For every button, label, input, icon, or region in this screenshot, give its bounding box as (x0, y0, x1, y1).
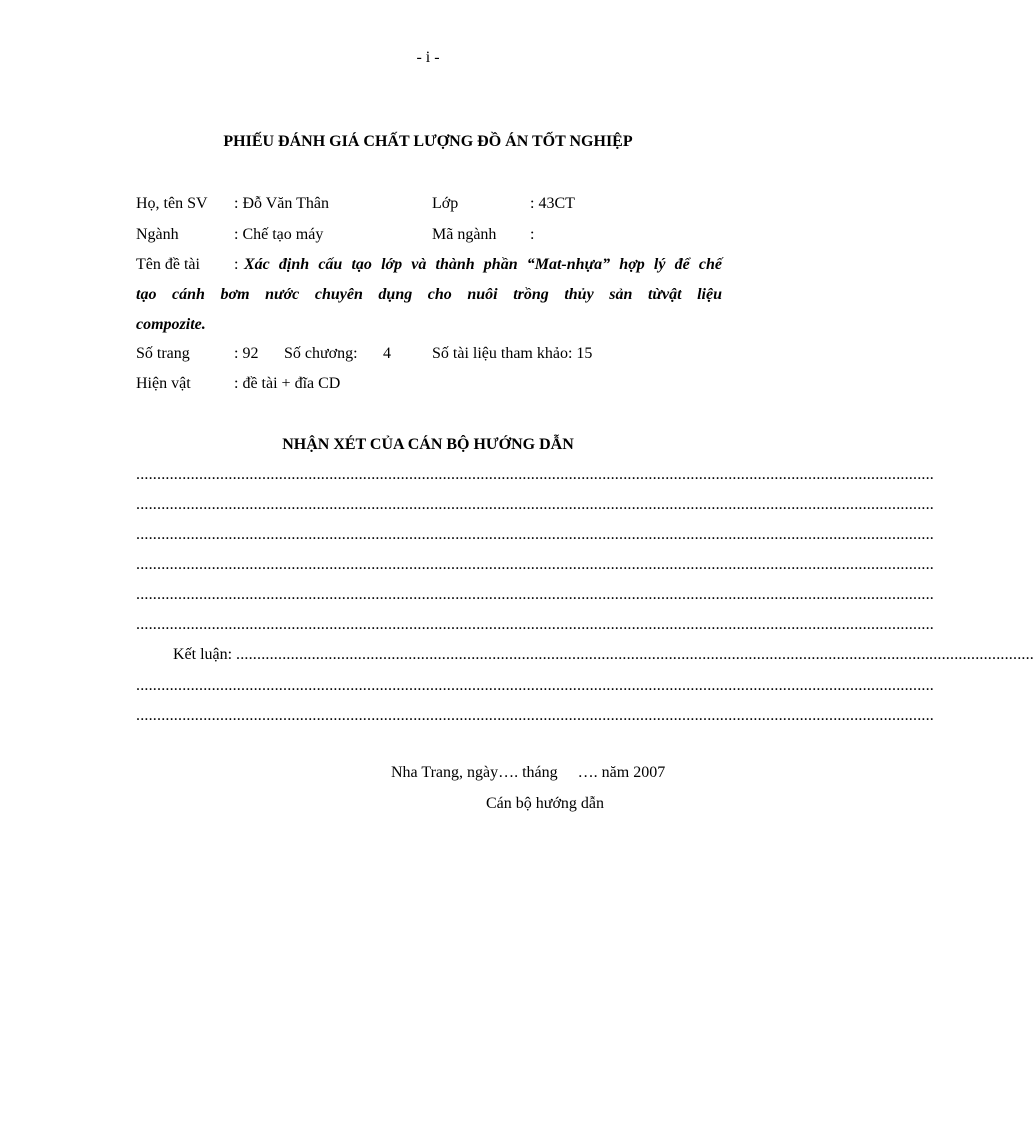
comment-line: .............................................................................................................................................................................................. (136, 466, 934, 483)
student-name-value: : Đỗ Văn Thân (234, 195, 329, 212)
comment-line: .............................................................................................................................................................................................. (136, 586, 934, 603)
class-label: Lớp (432, 195, 459, 212)
place-date: Nha Trang, ngày…. tháng …. năm 2007 (391, 764, 666, 781)
major-code-value: : (530, 226, 535, 243)
artifact-value: : đề tài + đĩa CD (234, 375, 341, 392)
chapters-label: Số chương: (284, 345, 358, 362)
class-value: : 43CT (530, 195, 575, 212)
major-value: : Chế tạo máy (234, 226, 324, 243)
page-title: PHIẾU ĐÁNH GIÁ CHẤT LƯỢNG ĐỒ ÁN TỐT NGHIỆP (223, 133, 633, 150)
major-code-label: Mã ngành (432, 226, 497, 243)
topic-line-1: Xác định cấu tạo lớp và thành phần “Mat-nhựa” hợp lý để chế (244, 256, 722, 273)
section-title: NHẬN XÉT CỦA CÁN BỘ HƯỚNG DẪN (282, 436, 574, 453)
topic-colon: : (234, 256, 239, 273)
conclusion-line: .............................................................................................................................................................................................. (236, 646, 1034, 663)
topic-line-2: tạo cánh bơm nước chuyên dụng cho nuôi trồng thủy sản từvật liệu (136, 286, 722, 303)
conclusion-label: Kết luận: (173, 646, 233, 663)
chapters-value: 4 (383, 345, 391, 362)
pages-label: Số trang (136, 345, 190, 362)
comment-line: .............................................................................................................................................................................................. (136, 616, 934, 633)
major-label: Ngành (136, 226, 179, 243)
comment-line: .............................................................................................................................................................................................. (136, 556, 934, 573)
comment-line: .............................................................................................................................................................................................. (136, 526, 934, 543)
page-number: - i - (416, 49, 440, 66)
references-label: Số tài liệu tham khảo: 15 (432, 345, 593, 362)
artifact-label: Hiện vật (136, 375, 191, 392)
pages-value: : 92 (234, 345, 259, 362)
comment-line: .............................................................................................................................................................................................. (136, 677, 934, 694)
comment-line: .............................................................................................................................................................................................. (136, 496, 934, 513)
student-name-label: Họ, tên SV (136, 195, 208, 212)
topic-line-3: compozite. (136, 316, 206, 333)
comment-line: .............................................................................................................................................................................................. (136, 707, 934, 724)
topic-label: Tên đề tài (136, 256, 200, 273)
signature-role: Cán bộ hướng dẫn (486, 795, 605, 812)
